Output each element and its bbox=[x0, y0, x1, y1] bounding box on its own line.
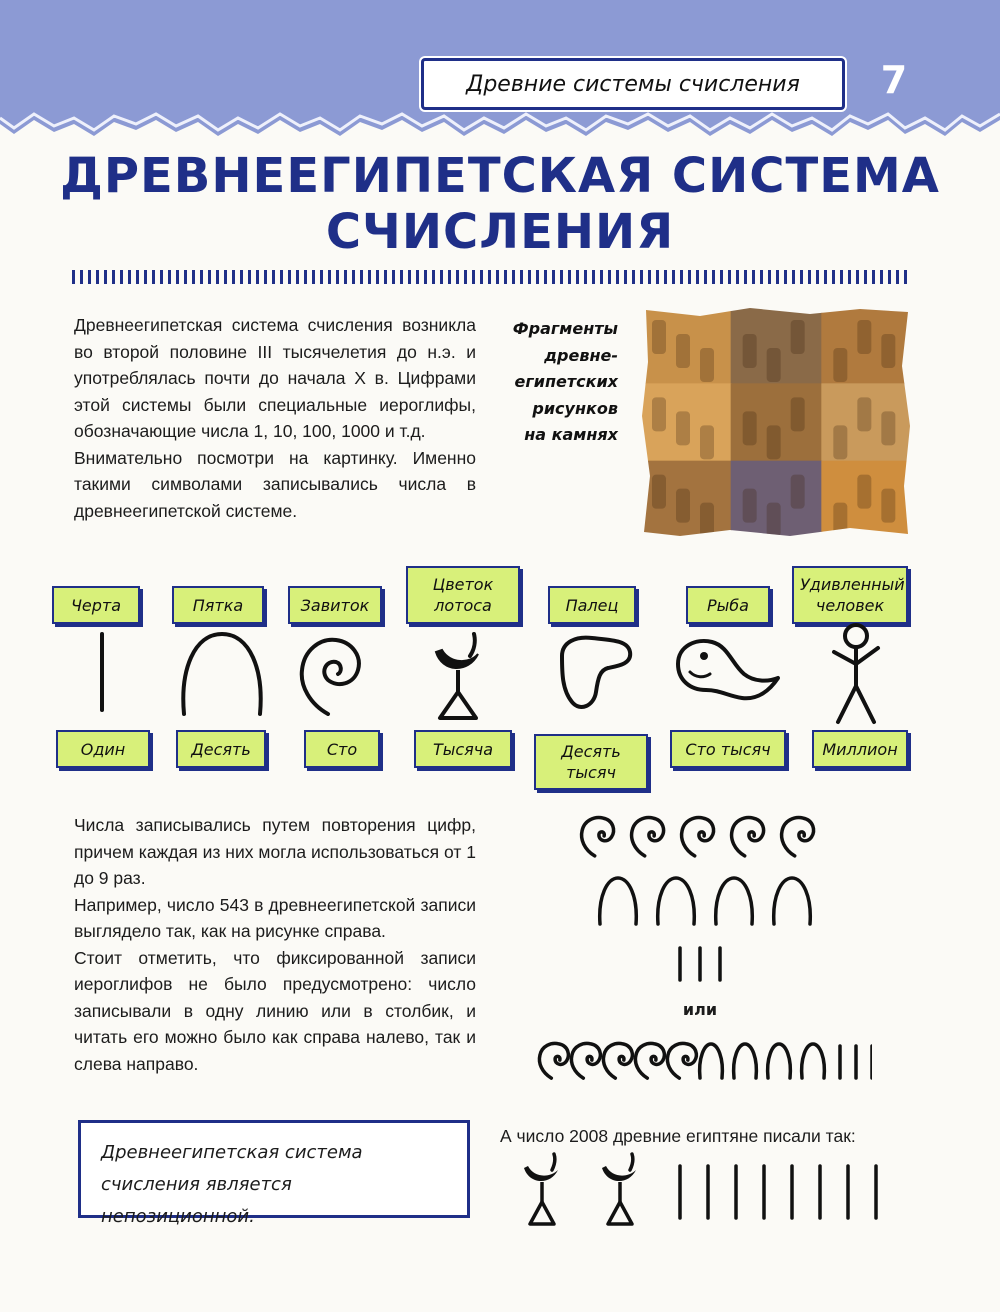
glyph-name-tag bbox=[548, 586, 636, 624]
page-number: 7 bbox=[880, 58, 908, 102]
glyph-value: Тысяча bbox=[432, 739, 494, 759]
glyph-value-tag bbox=[414, 730, 512, 768]
heel-glyph-icon bbox=[716, 878, 753, 924]
glyph-name: Палец bbox=[565, 595, 619, 615]
carving-mark bbox=[676, 411, 690, 445]
glyph-value: Десять тысяч bbox=[561, 742, 621, 782]
glyph-name: Завиток bbox=[300, 595, 370, 615]
number-543-row bbox=[536, 1038, 872, 1084]
lotus-glyph-icon bbox=[602, 1154, 636, 1224]
heel-glyph-icon bbox=[774, 878, 811, 924]
glyph-name: Рыба bbox=[707, 595, 749, 615]
photo-caption-line: рисунков bbox=[532, 398, 618, 418]
lotus-tip-shape bbox=[630, 1154, 633, 1170]
body-paragraph-3: Стоит отметить, что фиксированной записи иероглифов не было предусмотрено: число записывали в одну линию или в столбик, и читать его можно было как справа налево, так и слева направо. bbox=[74, 947, 476, 1074]
carving-mark bbox=[881, 411, 895, 445]
carving-mark bbox=[767, 503, 781, 537]
glyph-value: Сто тысяч bbox=[685, 739, 771, 759]
coil-glyph-icon bbox=[732, 818, 764, 856]
note-box: Древнеегипетская система счисления является непозиционной. bbox=[78, 1120, 470, 1218]
carving-mark bbox=[857, 320, 871, 354]
lotus-base-shape bbox=[608, 1202, 632, 1224]
example-2008-label: А число 2008 древние египтяне писали так: bbox=[500, 1126, 856, 1146]
carving-mark bbox=[652, 320, 666, 354]
lotus-glyph-icon bbox=[524, 1154, 558, 1224]
carving-mark bbox=[767, 425, 781, 459]
title-divider bbox=[72, 270, 907, 284]
carving-mark bbox=[791, 475, 805, 509]
intro-text bbox=[74, 312, 476, 524]
glyph-value: Десять bbox=[191, 739, 251, 759]
intro-paragraph-1: Древнеегипетская система счисления возникла во второй половине III тысячелетия до н.э. и употреблялась почти до начала X в. Цифрами этой системы были специальные иероглифы, обозначающие числа 1, 10, 100, 1000 и т.д. bbox=[74, 315, 476, 441]
coil-glyph-icon bbox=[603, 1043, 632, 1078]
section-title-tab bbox=[421, 58, 845, 110]
glyph-value-tag bbox=[176, 730, 266, 768]
coil-glyph-icon bbox=[582, 818, 614, 856]
glyph-name-tag bbox=[792, 566, 908, 624]
glyph-value: Сто bbox=[326, 739, 358, 759]
heel-glyph-icon bbox=[734, 1044, 757, 1078]
glyph-value: Миллион bbox=[822, 739, 898, 759]
glyph-name-tag bbox=[172, 586, 264, 624]
carving-mark bbox=[743, 334, 757, 368]
photo-caption-line: древне- bbox=[544, 345, 618, 365]
carving-mark bbox=[743, 411, 757, 445]
number-2008-row bbox=[518, 1152, 898, 1232]
carving-mark bbox=[791, 320, 805, 354]
heel-glyph-icon bbox=[174, 630, 270, 716]
carving-mark bbox=[652, 475, 666, 509]
coil-glyph-icon bbox=[635, 1043, 664, 1078]
carving-mark bbox=[676, 334, 690, 368]
carving-mark bbox=[833, 348, 847, 382]
carving-mark bbox=[743, 489, 757, 523]
coil-glyph-icon bbox=[571, 1043, 600, 1078]
surprised-man-glyph-icon bbox=[830, 622, 882, 726]
page-title-line-1: ДРЕВНЕЕГИПЕТСКАЯ СИСТЕМА bbox=[60, 148, 940, 204]
page-title bbox=[60, 148, 940, 260]
coil-glyph-icon bbox=[782, 818, 814, 856]
heel-glyph-icon bbox=[700, 1044, 723, 1078]
or-label: или bbox=[682, 1000, 718, 1019]
glyph-value-tag bbox=[304, 730, 380, 768]
glyph-name-tag bbox=[52, 586, 140, 624]
glyph-name: Удивленный человек bbox=[800, 575, 905, 615]
lotus-tip-shape bbox=[552, 1154, 555, 1170]
stone-fragments-photo bbox=[640, 306, 912, 538]
lotus-glyph-icon bbox=[428, 628, 488, 722]
photo-caption-line: египетских bbox=[514, 372, 618, 391]
heel-glyph-icon bbox=[658, 878, 695, 924]
coil-glyph-icon bbox=[539, 1043, 568, 1078]
carving-mark bbox=[700, 503, 714, 537]
carving-mark bbox=[881, 334, 895, 368]
body-text bbox=[74, 812, 476, 1077]
carving-mark bbox=[833, 425, 847, 459]
number-543-column bbox=[570, 812, 830, 992]
carving-mark bbox=[700, 425, 714, 459]
photo-caption bbox=[488, 316, 618, 449]
body-paragraph-1: Числа записывались путем повторения цифр, причем каждая из них могла использоваться от 1 до 9 раз. bbox=[74, 815, 476, 888]
coil-glyph-icon bbox=[296, 632, 366, 716]
carving-mark bbox=[833, 503, 847, 537]
carving-mark bbox=[652, 397, 666, 431]
glyph-value: Один bbox=[80, 739, 126, 759]
stroke-glyph-icon bbox=[90, 630, 114, 714]
carving-mark bbox=[767, 348, 781, 382]
heel-glyph-icon bbox=[768, 1044, 791, 1078]
coil-glyph-icon bbox=[682, 818, 714, 856]
glyph-name-tag bbox=[288, 586, 382, 624]
carving-mark bbox=[857, 475, 871, 509]
lotus-base-shape bbox=[530, 1202, 554, 1224]
carving-mark bbox=[676, 489, 690, 523]
carving-mark bbox=[881, 489, 895, 523]
glyph-name: Цветок лотоса bbox=[432, 575, 494, 615]
section-title: Древние системы счисления bbox=[466, 71, 800, 97]
heel-glyph-icon bbox=[802, 1044, 825, 1078]
glyph-value-tag bbox=[670, 730, 786, 768]
photo-caption-line: на камнях bbox=[524, 425, 618, 444]
glyph-value-tag bbox=[812, 730, 908, 768]
carving-mark bbox=[700, 348, 714, 382]
glyph-name-tag bbox=[686, 586, 770, 624]
coil-glyph-icon bbox=[667, 1043, 696, 1078]
heel-glyph-icon bbox=[600, 878, 637, 924]
body-paragraph-2: Например, число 543 в древнеегипетской записи выглядело так, как на рисунке справа. bbox=[74, 894, 476, 941]
glyph-value-tag bbox=[56, 730, 150, 768]
glyph-name: Пятка bbox=[192, 595, 244, 615]
glyph-value-tag bbox=[534, 734, 648, 790]
photo-caption-line: Фрагменты bbox=[512, 319, 618, 338]
page-title-line-2: СЧИСЛЕНИЯ bbox=[325, 204, 675, 260]
carving-mark bbox=[791, 397, 805, 431]
finger-glyph-icon bbox=[554, 632, 634, 712]
carving-mark bbox=[857, 397, 871, 431]
glyph-name: Черта bbox=[70, 595, 122, 615]
glyph-name-tag bbox=[406, 566, 520, 624]
fish-glyph-icon bbox=[672, 634, 782, 704]
intro-paragraph-2: Внимательно посмотри на картинку. Именно такими символами записывались числа в древнеегипетской системе. bbox=[74, 447, 476, 521]
coil-glyph-icon bbox=[632, 818, 664, 856]
